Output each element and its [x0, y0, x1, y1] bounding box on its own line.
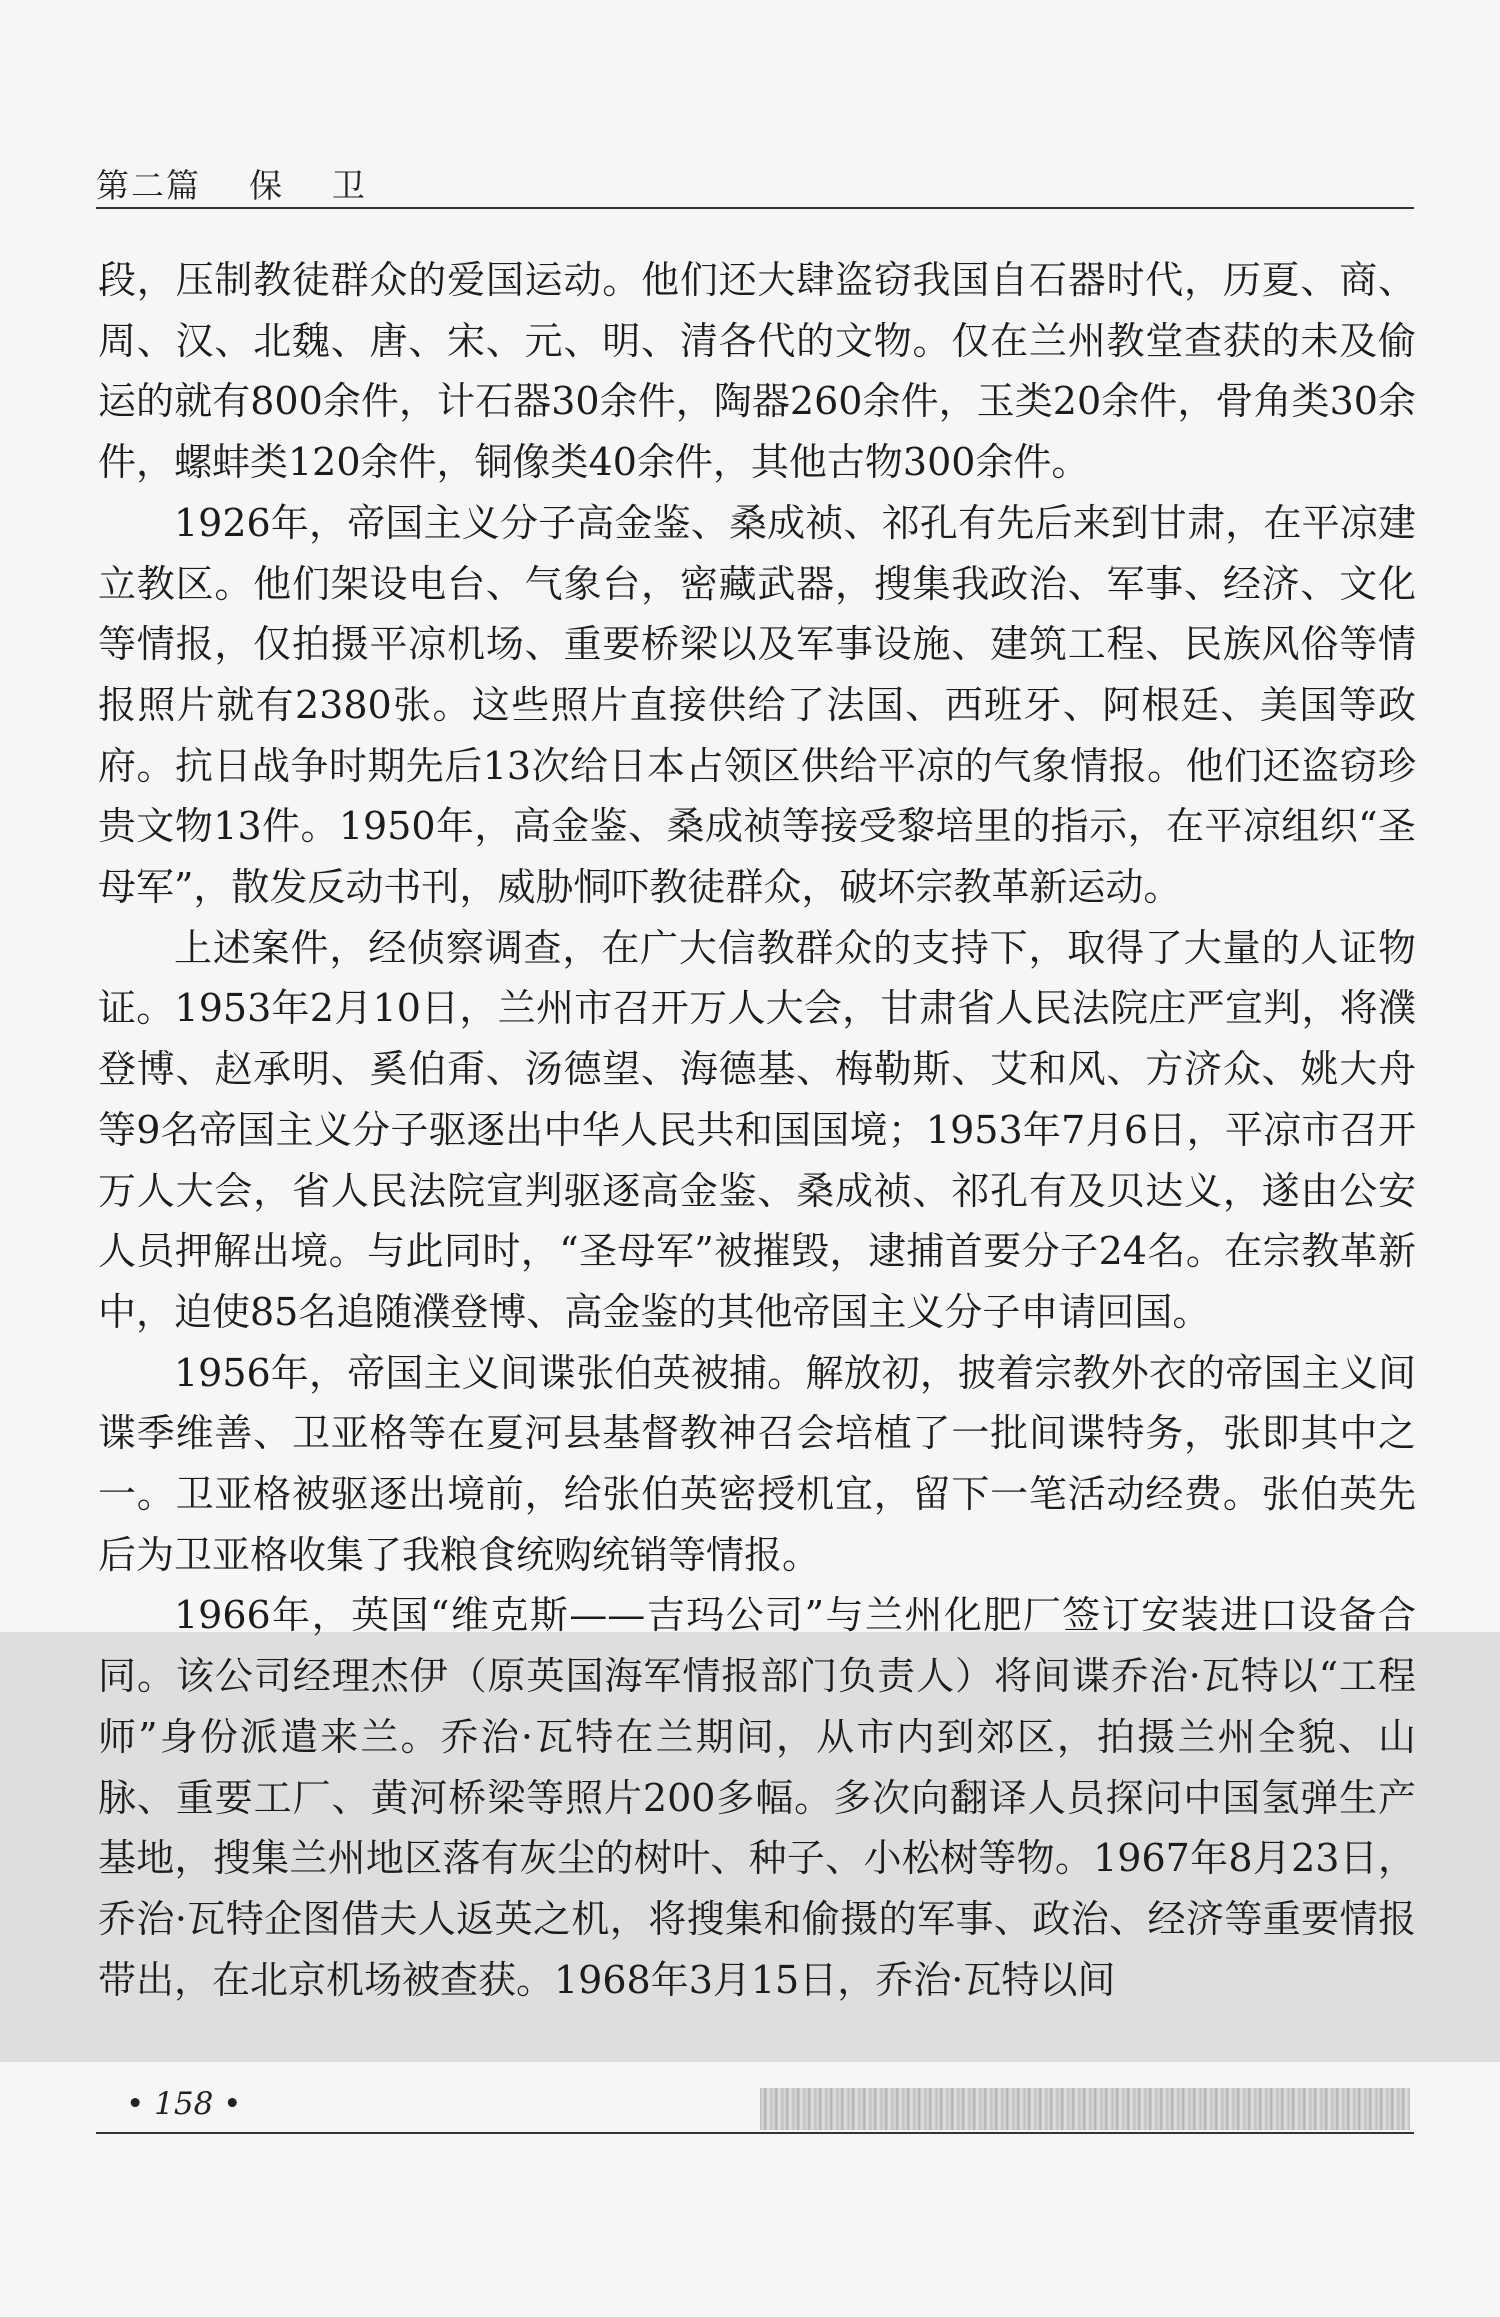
paragraph-5: 1966年，英国“维克斯——吉玛公司”与兰州化肥厂签订安装进口设备合同。该公司经理杰伊（原英国海军情报部门负责人）将间谍乔治·瓦特以“工程师”身份派遣来兰。乔治·瓦特在兰期间，从市内到郊区，拍摄兰州全貌、山脉、重要工厂、黄河桥梁等照片200多幅。多次向翻译人员探问中国氢弹生产基地，搜集兰州地区落有灰尘的树叶、种子、小松树等物。1967年8月23日，乔治·瓦特企图借夫人返英之机，将搜集和偷摄的军事、政治、经济等重要情报带出，在北京机场被查获。1968年3月15日，乔治·瓦特以间 [98, 1593, 1416, 2002]
scan-noise-strip [760, 2088, 1410, 2130]
paragraph-4: 1956年，帝国主义间谍张伯英被捕。解放初，披着宗教外衣的帝国主义间谍季维善、卫亚格等在夏河县基督教神召会培植了一批间谍特务，张即其中之一。卫亚格被驱逐出境前，给张伯英密授机宜，留下一笔活动经费。张伯英先后为卫亚格收集了我粮食统购统销等情报。 [98, 1350, 1416, 1577]
paragraph-3: 上述案件，经侦察调查，在广大信教群众的支持下，取得了大量的人证物证。1953年2月10日，兰州市召开万人大会，甘肃省人民法院庄严宣判，将濮登博、赵承明、奚伯甭、汤德望、海德基、梅勒斯、艾和风、方济众、姚大舟等9名帝国主义分子驱逐出中华人民共和国国境；1953年7月6日，平凉市召开万人大会，省人民法院宣判驱逐高金鉴、桑成祯、祁孔有及贝达义，遂由公安人员押解出境。与此同时，“圣母军”被摧毁，逮捕首要分子24名。在宗教革新中，迫使85名追随濮登博、高金鉴的其他帝国主义分子申请回国。 [98, 925, 1416, 1334]
header-rule [96, 207, 1414, 209]
header-title-char-2: 卫 [332, 166, 367, 205]
paragraph-1: 段，压制教徒群众的爱国运动。他们还大肆盗窃我国自石器时代，历夏、商、周、汉、北魏、唐、宋、元、明、清各代的文物。仅在兰州教堂查获的未及偷运的就有800余件，计石器30余件，陶器260余件，玉类20余件，骨角类30余件，螺蚌类120余件，铜像类40余件，其他古物300余件。 [98, 258, 1416, 485]
paragraph-2: 1926年，帝国主义分子高金鉴、桑成祯、祁孔有先后来到甘肃，在平凉建立教区。他们架设电台、气象台，密藏武器，搜集我政治、军事、经济、文化等情报，仅拍摄平凉机场、重要桥梁以及军事设施、建筑工程、民族风俗等情报照片就有2380张。这些照片直接供给了法国、西班牙、阿根廷、美国等政府。抗日战争时期先后13次给日本占领区供给平凉的气象情报。他们还盗窃珍贵文物13件。1950年，高金鉴、桑成祯等接受黎培里的指示，在平凉组织“圣母军”，散发反动书刊，威胁恫吓教徒群众，破坏宗教革新运动。 [98, 500, 1416, 910]
running-header [96, 160, 367, 207]
header-part: 第二篇 [96, 166, 201, 205]
footer-rule [96, 2132, 1414, 2134]
page-number: • 158 • [126, 2086, 242, 2122]
header-title-char-1: 保 [249, 166, 284, 205]
body-text [98, 250, 1416, 2010]
